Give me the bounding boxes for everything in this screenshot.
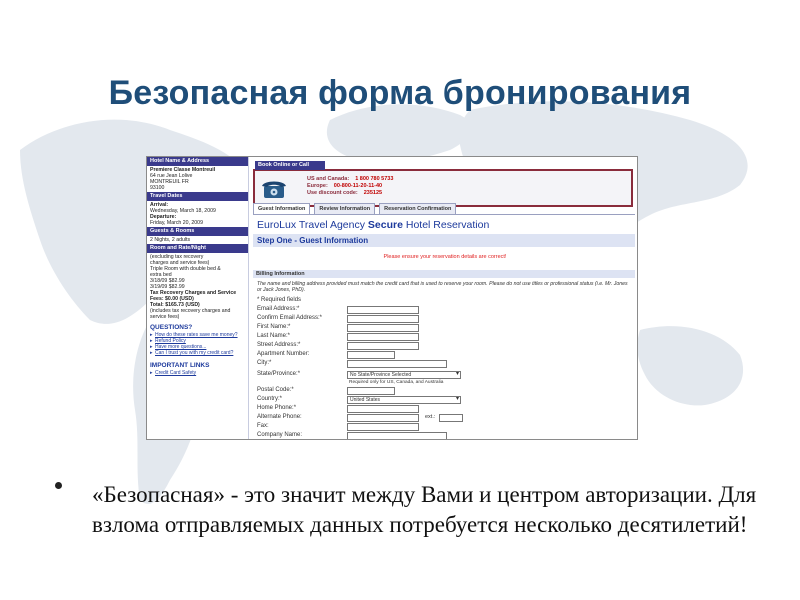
hotel-address-line: 64 rue Jean Lolive	[150, 173, 193, 179]
total-note: (includes tax recovery charges and service fees)	[150, 308, 231, 320]
email-label: Email Address:*	[257, 306, 300, 312]
email-field[interactable]	[347, 306, 419, 314]
agency-suffix: Hotel Reservation	[405, 219, 490, 231]
bullet-dot	[55, 482, 62, 489]
important-links-heading: IMPORTANT LINKS	[150, 362, 210, 369]
link-more-questions[interactable]: ▸ Have more questions...	[147, 344, 248, 350]
postal-label: Postal Code:*	[257, 387, 294, 393]
rate-line: charges and service fees)	[150, 260, 210, 266]
state-select[interactable]: No State/Province Selected ▾	[347, 371, 461, 379]
us-phone-value: 1 800 780 5733	[355, 176, 394, 182]
rate-line: extra bed	[150, 272, 172, 278]
agency-heading	[257, 219, 489, 231]
postal-field[interactable]	[347, 387, 395, 395]
discount-value: 235125	[363, 190, 383, 196]
booking-form-screenshot	[146, 156, 638, 440]
street-field[interactable]	[347, 342, 419, 350]
step-tabs	[253, 203, 635, 214]
questions-heading: QUESTIONS?	[150, 324, 193, 331]
tax-value: $0.00 (USD)	[165, 296, 194, 302]
city-field[interactable]	[347, 360, 447, 368]
tax-label: Tax Recovery Charges and Service Fees:	[150, 290, 237, 302]
ext-field[interactable]	[439, 414, 463, 422]
rate-line: 3/19/09 $82.99	[150, 284, 185, 290]
fax-field[interactable]	[347, 423, 419, 431]
link-credit-card-safety[interactable]: ▸ Credit Card Safety	[147, 370, 248, 376]
rate-header: Room and Rate/Night	[147, 244, 248, 253]
arrival-value: Wednesday, March 18, 2009	[150, 208, 216, 214]
billing-header: Billing Information	[253, 270, 635, 278]
apartment-field[interactable]	[347, 351, 395, 359]
rate-line: Triple Room with double bed &	[150, 266, 221, 272]
street-label: Street Address:*	[257, 342, 301, 348]
first-name-field[interactable]	[347, 324, 419, 332]
hotel-address-line: 93100	[150, 185, 165, 191]
agency-name: EuroLux Travel Agency	[257, 219, 365, 231]
reservation-sidebar	[147, 157, 249, 440]
billing-instructions: The name and billing address provided must match the credit card that is used to reserve your room. Please do not use titles or professional status (i.e. Mr. Jones or Jack Jones, PhD).	[257, 281, 628, 293]
confirm-email-field[interactable]	[347, 315, 419, 323]
guests-value: 2 Nights, 2 adults	[150, 237, 191, 243]
reservation-notice: Please ensure your reservation details are correct!	[383, 254, 507, 260]
hotel-details	[147, 166, 248, 192]
eu-phone-value: 00-800-11-20-11-40	[333, 183, 383, 189]
total-value: $165.73 (USD)	[165, 302, 200, 308]
hotel-name: Premiere Classe Montreuil	[150, 167, 216, 173]
eu-phone-label: Europe:	[307, 183, 328, 189]
link-trust-credit-card[interactable]: ▸ Can I trust you with my credit card?	[147, 350, 248, 356]
alt-phone-field[interactable]	[347, 414, 419, 422]
arrival-label: Arrival:	[150, 202, 169, 208]
hotel-section-header: Hotel Name & Address	[147, 157, 248, 166]
rate-details	[147, 253, 248, 321]
home-phone-field[interactable]	[347, 405, 419, 413]
country-label: Country:*	[257, 396, 283, 402]
apartment-label: Apartment Number:	[257, 351, 310, 357]
departure-label: Departure:	[150, 214, 177, 220]
tab-review-information[interactable]: Review Information	[314, 203, 375, 214]
us-phone-label: US and Canada:	[307, 176, 350, 182]
agency-secure: Secure	[367, 219, 403, 231]
step-title: Step One - Guest Information	[257, 236, 369, 245]
country-select[interactable]: United States ▾	[347, 396, 461, 404]
fax-label: Fax:	[257, 423, 269, 429]
tab-reservation-confirmation[interactable]: Reservation Confirmation	[379, 203, 456, 214]
discount-label: Use discount code:	[307, 190, 358, 196]
slide-title: Безопасная форма бронирования	[108, 74, 692, 112]
hotel-address-line: MONTREUIL FR	[150, 179, 189, 185]
booking-phone-lines	[307, 176, 393, 197]
required-note: * Required fields	[257, 297, 302, 303]
city-label: City:*	[257, 360, 272, 366]
telephone-icon	[261, 177, 287, 199]
home-phone-label: Home Phone:*	[257, 405, 297, 411]
alt-phone-label: Alternate Phone:	[257, 414, 302, 420]
ext-label: ext.:	[425, 414, 436, 420]
company-field[interactable]	[347, 432, 447, 440]
tab-guest-information[interactable]: Guest Information	[253, 203, 310, 214]
first-name-label: First Name:*	[257, 324, 291, 330]
company-label: Company Name:	[257, 432, 303, 438]
confirm-email-label: Confirm Email Address:*	[257, 315, 323, 321]
total-label: Total:	[150, 302, 164, 308]
booking-header: Book Online or Call	[255, 161, 325, 170]
state-label: State/Province:*	[257, 371, 301, 377]
booking-contact-box	[253, 162, 633, 207]
travel-dates-header: Travel Dates	[147, 192, 248, 201]
bullet-text: «Безопасная» - это значит между Вами и центром авторизации. Для взлома отправляемых данных потребуется несколько десятилетий!	[92, 482, 757, 537]
state-hint: Required only for US, Canada, and Australia	[349, 380, 444, 385]
departure-value: Friday, March 20, 2009	[150, 220, 203, 226]
main-form-area	[251, 157, 638, 440]
last-name-field[interactable]	[347, 333, 419, 341]
travel-dates	[147, 201, 248, 227]
link-rates-save-money[interactable]: ▸ How do these rates save me money?	[147, 332, 248, 338]
last-name-label: Last Name:*	[257, 333, 291, 339]
tab-divider	[253, 214, 635, 215]
guests-header: Guests & Rooms	[147, 227, 248, 236]
rate-line: 3/18/09 $82.99	[150, 278, 185, 284]
link-refund-policy[interactable]: ▸ Refund Policy	[147, 338, 248, 344]
rate-line: (excluding tax recovery	[150, 254, 204, 260]
